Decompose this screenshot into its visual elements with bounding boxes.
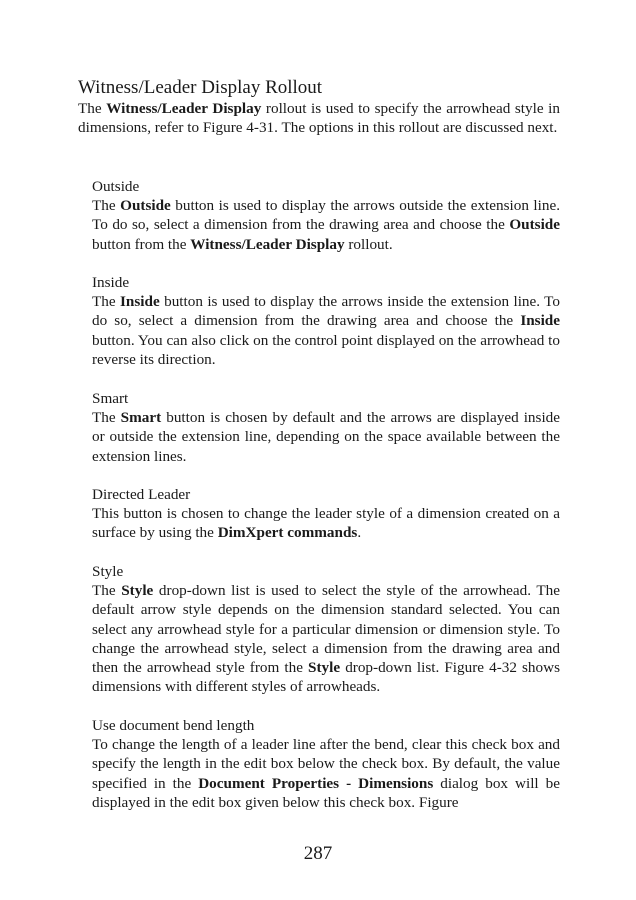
body-bold-term: Smart bbox=[120, 409, 162, 427]
body-bold-term: Outside bbox=[120, 197, 171, 215]
section-title: Outside bbox=[92, 178, 140, 195]
intro-bold-term: Witness/Leader Display bbox=[106, 100, 262, 117]
body-bold-term: Witness/Leader Display bbox=[190, 235, 345, 253]
section-body bbox=[92, 735, 560, 812]
page-number: 287 bbox=[303, 843, 333, 864]
body-text: button. You can also click on the control point displayed on the arrowhead to reverse its direction. bbox=[92, 331, 560, 368]
body-bold-term: Document Properties - Dimensions bbox=[198, 774, 434, 792]
body-text: button is chosen by default and the arrows are displayed inside or outside the extension line, depending on the space available between the extension lines. bbox=[92, 409, 560, 465]
body-text: button is used to display the arrows inside the extension line. To do so, select a dimension from the drawing area and choose the bbox=[92, 293, 560, 330]
body-text: To change the length of a leader line after the bend, clear this check box and specify the length in the edit box below the check box. By default, the value specified in the bbox=[92, 736, 560, 792]
section-body bbox=[92, 292, 560, 369]
body-bold-term: Outside bbox=[509, 216, 560, 234]
section-body bbox=[92, 196, 560, 254]
section-title: Directed Leader bbox=[92, 486, 191, 503]
body-text: The bbox=[92, 582, 122, 600]
section-title: Style bbox=[92, 563, 124, 580]
body-text: The bbox=[92, 409, 121, 427]
body-text: button is used to display the arrows outside the extension line. To do so, select a dimension from the drawing area and choose the bbox=[92, 197, 560, 234]
section-body bbox=[92, 581, 560, 696]
body-bold-term: Style bbox=[308, 659, 341, 677]
body-text: dialog box will be displayed in the edit box given below this check box. Figure bbox=[92, 774, 560, 811]
section-style bbox=[92, 562, 560, 696]
section-use-document-bend-length bbox=[92, 716, 560, 812]
body-text: button from the bbox=[92, 235, 191, 253]
section-body bbox=[92, 408, 560, 466]
body-text: This button is chosen to change the leader style of a dimension created on a surface by using the bbox=[92, 505, 560, 542]
intro-text: The bbox=[78, 100, 107, 117]
body-text: rollout. bbox=[344, 235, 393, 253]
section-outside bbox=[92, 177, 560, 254]
body-text: The bbox=[92, 293, 121, 311]
body-bold-term: Inside bbox=[120, 293, 160, 311]
intro-paragraph bbox=[78, 99, 560, 137]
section-title: Smart bbox=[92, 390, 129, 407]
section-body bbox=[92, 504, 560, 542]
body-text: drop-down list. Figure 4-32 shows dimensions with different styles of arrowheads. bbox=[92, 659, 560, 696]
body-bold-term: Style bbox=[121, 582, 154, 600]
body-text: The bbox=[92, 197, 121, 215]
body-bold-term: DimXpert commands bbox=[217, 524, 358, 542]
section-directed-leader bbox=[92, 485, 560, 543]
section-title: Use document bend length bbox=[92, 717, 255, 734]
section-title: Inside bbox=[92, 274, 130, 291]
body-bold-term: Inside bbox=[520, 312, 560, 330]
section-smart bbox=[92, 389, 560, 466]
section-heading: Witness/Leader Display Rollout bbox=[78, 77, 323, 98]
body-text: drop-down list is used to select the style of the arrowhead. The default arrow style depends on the dimension standard selected. You can select any arrowhead style for a particular dimension or dimension style. To change the arrowhead style, select a dimension from the drawing area and then the arrowhead style from the bbox=[92, 582, 560, 677]
body-text: . bbox=[357, 524, 362, 542]
section-inside bbox=[92, 273, 560, 369]
intro-text: rollout is used to specify the arrowhead style in dimensions, refer to Figure 4-31. The options in this rollout are discussed next. bbox=[78, 100, 560, 137]
